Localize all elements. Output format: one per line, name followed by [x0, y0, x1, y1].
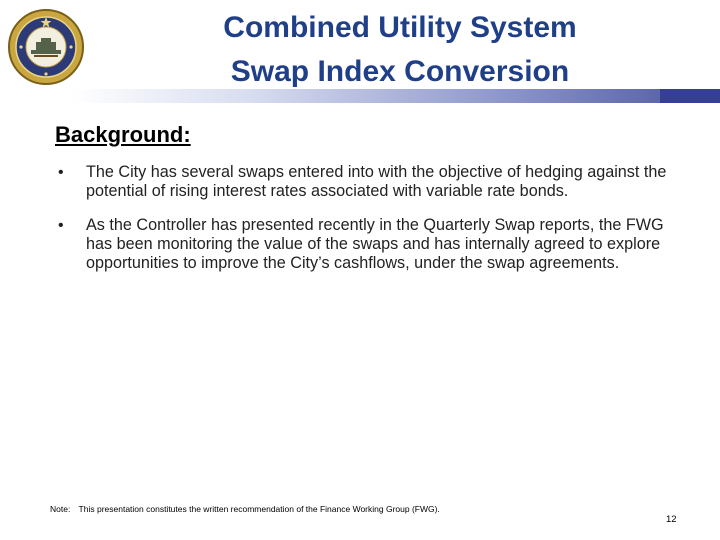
- footnote-label: Note:: [50, 504, 71, 514]
- slide-title-line-1: Combined Utility System: [223, 11, 577, 44]
- bullet-list: [58, 163, 678, 288]
- section-heading: Background:: [55, 122, 191, 147]
- title-divider: [0, 89, 720, 103]
- page-number: 12: [666, 514, 677, 525]
- bullet-item: [58, 163, 678, 201]
- bullet-item: [58, 216, 678, 273]
- title-divider-end: [660, 89, 720, 103]
- bullet-marker: •: [58, 217, 64, 234]
- bullet-marker: •: [58, 164, 64, 181]
- footnote: [50, 504, 440, 514]
- slide-title-line-2: Swap Index Conversion: [230, 55, 570, 88]
- bullet-text: The City has several swaps entered into with the objective of hedging against the potential of rising interest rates associated with variable rate bonds.: [86, 163, 667, 200]
- slide-title: [150, 6, 650, 94]
- city-seal-icon: [7, 8, 85, 86]
- bullet-text: As the Controller has presented recently in the Quarterly Swap reports, the FWG has been monitoring the value of the swaps and has internally agreed to explore opportunities to improve the City’s cashflows, under the swap agreements.: [86, 216, 664, 272]
- footnote-text: This presentation constitutes the written recommendation of the Finance Working Group (FWG).: [78, 504, 440, 514]
